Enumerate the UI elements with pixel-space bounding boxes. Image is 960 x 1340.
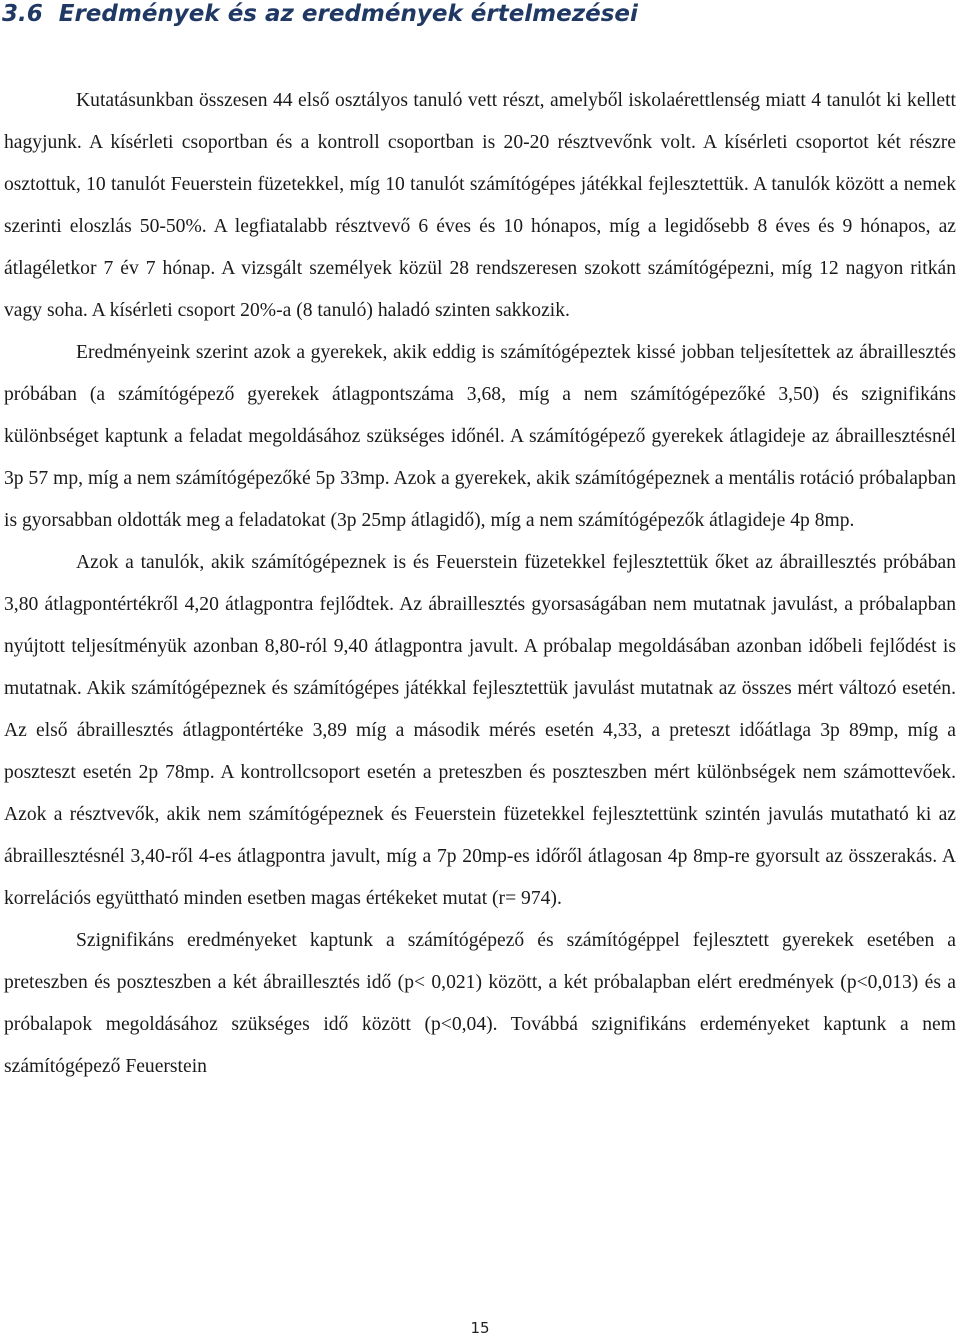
page-number: 15 (470, 1319, 490, 1337)
body-text (4, 80, 956, 1088)
paragraph-results: Eredményeink szerint azok a gyerekek, akik eddig is számítógépeztek kissé jobban teljesítettek az ábraillesztés próbában (a számítógépező gyerekek átlagpontszáma 3,68, míg a nem számítógépezőké 3,50) és szignifikáns különbséget kaptunk a feladat megoldásához szükséges időnél. A számítógépező gyerekek átlagideje az ábraillesztésnél 3p 57 mp, míg a nem számítógépezőké 5p 33mp. Azok a gyerekek, akik számítógépeznek a mentális rotáció próbalapban is gyorsabban oldották meg a feladatokat (3p 25mp átlagidő), míg a nem számítógépezők átlagideje 4p 8mp. (4, 342, 956, 531)
section-heading (2, 0, 638, 28)
paragraph-significance: Szignifikáns eredményeket kaptunk a számítógépező és számítógéppel fejlesztett gyerekek esetében a preteszben és poszteszben a két ábraillesztés idő (p< 0,021) között, a két próbalapban elért eredmények (p<0,013) és a próbalapok megoldásához szükséges idő között (p<0,04). Továbbá szignifikáns erdeményeket kaptunk a nem számítógépező Feuerstein (4, 930, 956, 1077)
section-title: Eredmények és az eredmények értelmezései (58, 1, 638, 27)
paragraph-sample: Kutatásunkban összesen 44 első osztályos tanuló vett részt, amelyből iskolaérettlenség miatt 4 tanulót ki kellett hagyjunk. A kísérleti csoportban és a kontroll csoportban is 20-20 résztvevőnk volt. A kísérleti csoportot két részre osztottuk, 10 tanulót Feuerstein füzetekkel, míg 10 tanulót számítógépes játékkal fejlesztettük. A tanulók között a nemek szerinti eloszlás 50-50%. A legfiatalabb résztvevő 6 éves és 10 hónapos, míg a legidősebb 8 éves és 9 hónapos, az átlagéletkor 7 év 7 hónap. A vizsgált személyek közül 28 rendszeresen szokott számítógépezni, míg 12 nagyon ritkán vagy soha. A kísérleti csoport 20%-a (8 tanuló) haladó szinten sakkozik. (4, 90, 956, 321)
section-number: 3.6 (2, 1, 43, 27)
paragraph-development: Azok a tanulók, akik számítógépeznek is és Feuerstein füzetekkel fejlesztettük őket az ábraillesztés próbában 3,80 átlagpontértékről 4,20 átlagpontra fejlődtek. Az ábraillesztés gyorsaságában nem mutatnak javulást, a próbalapban nyújtott teljesítményük azonban 8,80-ról 9,40 átlagpontra javult. A próbalap megoldásában azonban időbeli fejlődést is mutatnak. Akik számítógépeznek és számítógépes játékkal fejlesztettük javulást mutatnak az összes mért változó esetén. Az első ábraillesztés átlagpontértéke 3,89 míg a második mérés esetén 4,33, a preteszt időátlaga 3p 89mp, míg a poszteszt esetén 2p 78mp. A kontrollcsoport esetén a preteszben és poszteszben mért különbségek nem számottevőek. Azok a résztvevők, akik nem számítógépeznek és Feuerstein füzetekkel fejlesztettünk szintén javulás mutatható ki az ábraillesztésnél 3,40-ről 4-es átlagpontra javult, míg a 7p 20mp-es időről átlagosan 4p 8mp-re gyorsult az összerakás. A korrelációs együttható minden esetben magas értékeket mutat (r= 974). (4, 552, 956, 909)
